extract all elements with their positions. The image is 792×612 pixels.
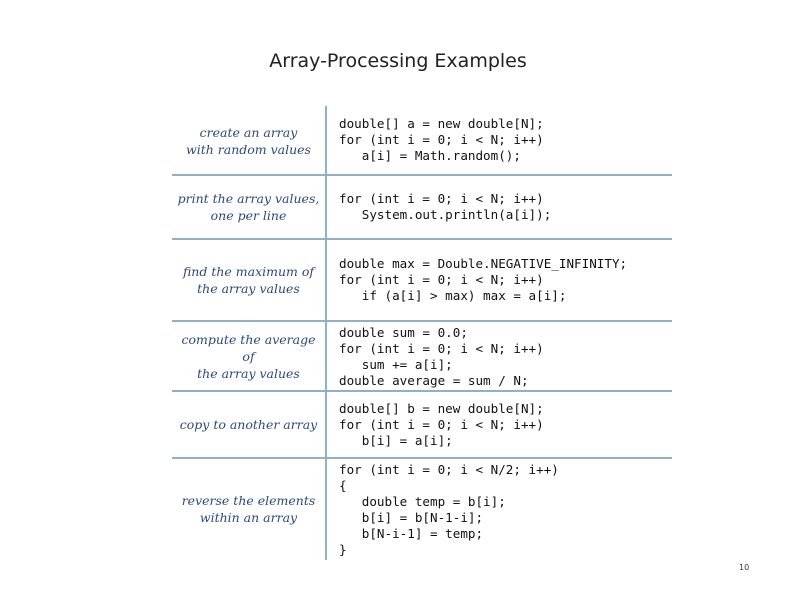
row-code: double sum = 0.0; for (int i = 0; i < N; i++) sum += a[i]; double average = sum / N; xyxy=(339,325,544,388)
examples-table xyxy=(172,106,672,560)
example-row-print xyxy=(172,175,672,239)
row-description: create an array with random values xyxy=(186,124,311,157)
row-description: copy to another array xyxy=(179,417,318,432)
row-description: find the maximum of the array values xyxy=(182,264,315,296)
row-code: double max = Double.NEGATIVE_INFINITY; for (int i = 0; i < N; i++) if (a[i] > max) max = a[i]; xyxy=(339,256,628,303)
example-row-copy xyxy=(172,391,672,458)
row-code: double[] b = new double[N]; for (int i = 0; i < N; i++) b[i] = a[i]; xyxy=(339,401,544,448)
row-description: print the array values, one per line xyxy=(177,191,320,223)
row-code: for (int i = 0; i < N/2; i++) { double temp = b[i]; b[i] = b[N-1-i]; b[N-i-1] = temp; } xyxy=(339,462,559,557)
example-row-average xyxy=(172,321,672,391)
example-row-reverse xyxy=(172,458,672,560)
page-number: 10 xyxy=(739,563,750,572)
row-code: for (int i = 0; i < N; i++) System.out.println(a[i]); xyxy=(339,191,552,222)
row-description: reverse the elements within an array xyxy=(181,493,316,525)
example-row-create xyxy=(172,106,672,175)
slide-title: Array-Processing Examples xyxy=(269,50,527,72)
row-code: double[] a = new double[N]; for (int i = 0; i < N; i++) a[i] = Math.random(); xyxy=(339,116,544,163)
example-row-max xyxy=(172,239,672,321)
row-description: compute the average of the array values xyxy=(181,331,316,381)
